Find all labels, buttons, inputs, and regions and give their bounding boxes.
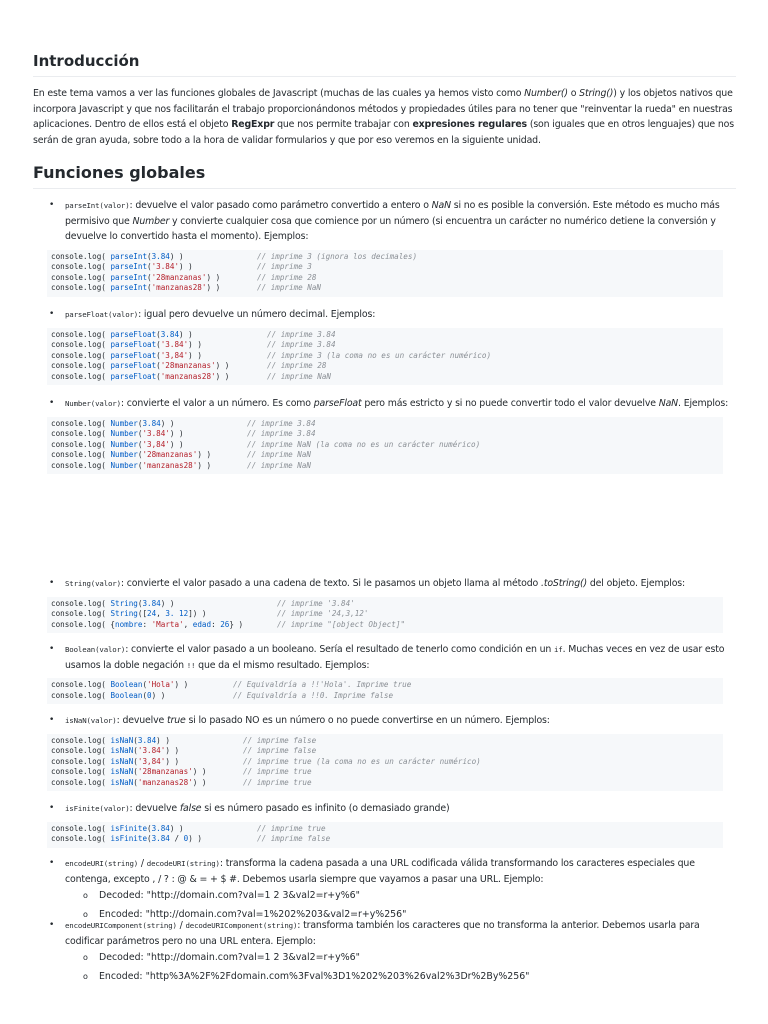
text-run: : transforma la cadena pasada a una URL codificada válida transformando los caracteres especiales que contenga, excepto , / ? : @ & = + $ #. Debemos usarla siempre que vayamos a pasar una URL. Ejemplo: [65, 858, 695, 885]
code-line [51, 351, 719, 362]
code-token: ) ) [169, 429, 184, 439]
section-title-funciones: Funciones globales [33, 163, 736, 189]
code-token: , [156, 609, 166, 619]
emphasis-text: .toString() [540, 578, 588, 589]
sub-list-item [33, 969, 736, 985]
section-title-intro: Introducción [33, 52, 736, 77]
code-token: ) ) [160, 418, 175, 428]
text-run: : convierte el valor pasado a una cadena de texto. Si le pasamos un objeto llama al método [120, 578, 541, 589]
code-token: isNaN [110, 767, 134, 777]
code-token: ( [137, 460, 143, 470]
code-token: String [110, 609, 138, 619]
code-token: ( [133, 756, 138, 766]
code-comment: // imprime '3.84' [277, 598, 355, 608]
bullet-string [33, 576, 736, 592]
code-comment: // imprime NaN [247, 450, 312, 460]
code-token: console.log( [51, 777, 111, 787]
code-token: console.log( [51, 609, 111, 619]
bold-text: RegExpr [231, 119, 275, 130]
text-run: y convierte cualquier cosa que comience por un número (si encuentra un carácter no numérico detiene la conversión y devuelve lo convertido hasta el momento). Ejemplos: [65, 215, 716, 242]
code-line [51, 461, 719, 472]
code-token: '3.84' [142, 429, 170, 439]
code-token: ( [156, 329, 161, 339]
code-block-parseint [47, 250, 723, 297]
text-run: . Ejemplos: [678, 398, 729, 409]
code-line [51, 620, 719, 631]
code-token: '28manzanas' [151, 272, 207, 282]
code-token: console.log( [51, 340, 111, 350]
code-comment: // imprime true [257, 823, 326, 833]
code-line [51, 440, 719, 451]
item-encodeuricomponent [33, 918, 736, 984]
code-token: ) ) [165, 756, 180, 766]
code-block-parsefloat [47, 328, 723, 386]
code-token: Number [110, 418, 138, 428]
bold-text: expresiones regulares [412, 119, 527, 130]
code-token: 24 [147, 609, 157, 619]
text-run: / [138, 858, 147, 869]
bullet-marker: • [49, 309, 55, 319]
bullet-boolean [33, 642, 736, 673]
code-token: '3.84' [137, 746, 166, 756]
code-token: '3.84' [151, 262, 180, 272]
code-token: console.log( [51, 329, 111, 339]
bullet-isfinite [33, 801, 736, 817]
code-line [51, 429, 719, 440]
text-run: del objeto. Ejemplos: [587, 578, 686, 589]
code-token: ) ) [169, 823, 184, 833]
sub-list-item [33, 950, 736, 966]
code-token: parseInt [110, 262, 148, 272]
code-line [51, 834, 719, 845]
code-token: ) ) [151, 690, 166, 700]
intro-paragraph [33, 86, 736, 148]
code-token: 0 [183, 834, 189, 844]
bullet-marker: • [49, 803, 55, 813]
bullet-marker: • [49, 644, 55, 654]
code-token: ) ) [192, 767, 207, 777]
code-comment: // Equivaldría a !!'Hola'. Imprime true [233, 680, 412, 689]
code-line [51, 778, 719, 789]
code-token: : [142, 619, 152, 629]
code-comment: // imprime NaN [257, 283, 322, 293]
code-token: '28manzanas' [137, 767, 193, 777]
bullet-marker: • [49, 715, 55, 725]
sub-bullet-marker: o [83, 891, 88, 900]
code-token: console.log( [51, 756, 111, 766]
code-token: console.log( { [51, 619, 116, 629]
code-token: 'Hola' [147, 680, 175, 689]
code-token: ) ) [197, 450, 212, 460]
code-token: Number [110, 450, 138, 460]
code-token: 3.84 [142, 418, 161, 428]
inline-code: encodeURI(string) [65, 859, 139, 868]
code-comment: // imprime 3 (la coma no es un carácter numérico) [267, 350, 492, 360]
emphasis-text: true [166, 715, 186, 726]
code-token: ) ) [188, 340, 202, 350]
code-token: isNaN [110, 777, 134, 787]
code-token: parseFloat [110, 340, 157, 350]
code-token: ) ) [169, 251, 184, 261]
code-token: 3.84 [160, 329, 180, 339]
code-token: parseFloat [110, 329, 157, 339]
code-token: ) ) [215, 371, 230, 381]
code-token: ( [137, 418, 143, 428]
code-token: , [183, 619, 193, 629]
bullet-isnan [33, 713, 736, 729]
inline-code: decodeURIComponent(string) [185, 921, 298, 930]
code-comment: // imprime false [243, 735, 317, 745]
code-token: ( [133, 767, 138, 777]
code-comment: // imprime 3.84 [247, 418, 316, 428]
code-token: isNaN [110, 756, 134, 766]
bullet-marker: • [49, 858, 55, 868]
code-token: ) ) [174, 680, 189, 689]
emphasis-text: NaN [658, 398, 679, 409]
code-token: ( [137, 450, 143, 460]
bullet-marker: • [49, 398, 55, 408]
item-number [33, 396, 736, 474]
code-token: parseInt [110, 283, 148, 293]
sub-item-text: Encoded: "http%3A%2F%2Fdomain.com%3Fval%3D1%202%203%26val2%3Dr%2By%256" [99, 970, 530, 982]
item-isfinite [33, 801, 736, 848]
inline-code: Number(valor) [65, 399, 121, 408]
sub-bullet-marker: o [83, 953, 88, 962]
code-token: ( [147, 262, 152, 272]
text-run: : igual pero devuelve un número decimal. Ejemplos: [138, 309, 376, 320]
text-run: En este tema vamos a ver las funciones globales de Javascript (muchas de las cuales ya hemos visto como [33, 88, 525, 99]
code-token: console.log( [51, 450, 111, 460]
code-token: ([ [137, 609, 148, 619]
code-token: 3.84 [151, 834, 170, 844]
code-line [51, 609, 719, 620]
code-token: ( [147, 834, 152, 844]
bullet-number [33, 396, 736, 412]
code-token: console.log( [51, 418, 111, 428]
code-token: console.log( [51, 272, 111, 282]
code-comment: // imprime '24,3,12' [277, 609, 369, 619]
code-comment: // imprime false [243, 746, 317, 756]
code-token: console.log( [51, 350, 111, 360]
code-token: parseFloat [110, 371, 157, 381]
code-token: isFinite [110, 823, 148, 833]
code-token: Boolean [110, 690, 143, 700]
code-token: ( [147, 823, 152, 833]
text-run: que da el mismo resultado. Ejemplos: [195, 659, 370, 671]
item-parsefloat [33, 307, 736, 385]
code-token: ( [156, 371, 161, 381]
code-token: ( [147, 251, 152, 261]
code-token: ) ) [188, 350, 202, 360]
code-token: '3.84' [160, 340, 189, 350]
code-token: ) ) [160, 598, 175, 608]
code-token: Number [110, 439, 138, 449]
code-token: ( [133, 735, 138, 745]
emphasis-text: Number [132, 215, 170, 227]
text-run: o [567, 88, 580, 99]
code-token: console.log( [51, 746, 111, 756]
sub-item-text: Decoded: "http://domain.com?val=1 2 3&val2=r+y%6" [99, 952, 360, 963]
bullet-encodeuri [33, 856, 736, 887]
code-token: ( [137, 429, 143, 439]
text-run: . Muchas veces en vez de usar esto usamos la doble negación [65, 644, 725, 671]
code-token: '3,84' [160, 350, 189, 360]
code-token: console.log( [51, 823, 111, 833]
sub-list-item [33, 888, 736, 904]
sub-item-text: Encoded: "http://domain.com?val=1%202%203&val2=r+y%256" [99, 908, 407, 920]
sub-bullet-marker: o [83, 971, 88, 981]
code-token: console.log( [51, 439, 111, 449]
code-token: 'manzanas28' [160, 371, 216, 381]
code-comment: // imprime "[object Object]" [277, 619, 406, 629]
inline-code: parseInt(valor) [65, 201, 130, 210]
code-token: '3,84' [142, 439, 170, 449]
code-block-boolean [47, 678, 723, 704]
code-token: console.log( [51, 735, 111, 745]
code-comment: // imprime 28 [257, 272, 317, 282]
code-token: ( [147, 272, 152, 282]
code-token: / [169, 834, 184, 844]
code-token: 'Marta' [151, 619, 184, 629]
code-line [51, 361, 719, 372]
inline-code: if [554, 645, 563, 654]
code-line [51, 767, 719, 778]
code-token: console.log( [51, 680, 111, 689]
code-token: 3. 12 [165, 609, 189, 619]
code-token: ( [133, 746, 138, 756]
text-run: : convierte el valor a un número. Es como [120, 398, 314, 409]
code-token: console.log( [51, 834, 111, 844]
code-token: } ) [229, 619, 244, 629]
code-token: ( [156, 350, 161, 360]
code-line [51, 273, 719, 284]
emphasis-text: NaN [431, 200, 451, 211]
code-token: ) ) [179, 329, 193, 339]
bullet-marker: • [49, 578, 55, 588]
code-token: console.log( [51, 598, 111, 608]
text-run: / [176, 920, 186, 931]
code-line [51, 599, 719, 610]
code-line [51, 372, 719, 383]
code-line [51, 757, 719, 768]
code-token: ) ) [165, 746, 180, 756]
code-line [51, 736, 719, 747]
item-encodeuri [33, 856, 736, 922]
code-token: isFinite [110, 834, 148, 844]
code-token: parseFloat [110, 361, 157, 371]
code-token: console.log( [51, 429, 111, 439]
code-token: console.log( [51, 460, 111, 470]
code-line [51, 450, 719, 461]
inline-code: parseFloat(valor) [65, 310, 139, 319]
code-token: '28manzanas' [142, 450, 198, 460]
code-token: parseInt [110, 251, 148, 261]
code-token: console.log( [51, 361, 111, 371]
code-comment: // imprime 3 [257, 262, 312, 272]
bullet-marker: • [49, 200, 55, 210]
code-token: console.log( [51, 283, 111, 293]
code-line [51, 680, 719, 691]
code-token: 26 [220, 619, 230, 629]
emphasis-text: false [179, 803, 202, 814]
inline-code: Boolean(valor) [65, 645, 126, 654]
text-run: : devuelve [116, 715, 167, 726]
code-token: ) ) [179, 262, 193, 272]
code-token: ) ) [206, 283, 221, 293]
sub-bullet-marker: o [83, 909, 88, 919]
bullet-parseint [33, 198, 736, 245]
bullet-parsefloat [33, 307, 736, 323]
code-token: ) ) [192, 777, 207, 787]
text-run: que nos permite trabajar con [274, 119, 413, 130]
code-comment: // imprime NaN (la coma no es un carácter numérico) [247, 439, 481, 449]
code-token: ) ) [188, 834, 202, 844]
code-token: : [211, 619, 221, 629]
code-token: 3.84 [137, 735, 157, 745]
code-token: nombre [115, 619, 143, 629]
code-token: '28manzanas' [160, 361, 216, 371]
code-token: ( [142, 690, 148, 700]
code-token: 3.84 [151, 823, 170, 833]
code-token: console.log( [51, 690, 111, 700]
code-token: ) ) [156, 735, 170, 745]
code-comment: // imprime 3 (ignora los decimales) [257, 251, 418, 261]
emphasis-text: Number() [524, 88, 568, 99]
inline-code: encodeURIComponent(string) [65, 921, 177, 930]
text-run: : convierte el valor pasado a un booleano. Sería el resultado de tenerlo como condición en un [125, 644, 554, 655]
code-token: edad [192, 619, 212, 629]
code-token: 3.84 [151, 251, 170, 261]
inline-code: isNaN(valor) [65, 716, 117, 725]
code-token: ( [137, 439, 143, 449]
code-comment: // imprime NaN [247, 460, 312, 470]
code-token: console.log( [51, 262, 111, 272]
text-run: : devuelve el valor pasado como parámetro convertido a entero o [129, 200, 432, 211]
code-token: console.log( [51, 251, 111, 261]
code-token: parseInt [110, 272, 148, 282]
bullet-encodeuricomponent [33, 918, 736, 949]
code-token: String [110, 598, 138, 608]
code-comment: // imprime true [243, 777, 312, 787]
code-line [51, 824, 719, 835]
code-token: '3,84' [137, 756, 166, 766]
code-token: 3.84 [142, 598, 161, 608]
code-token: 'manzanas28' [142, 460, 198, 470]
code-line [51, 419, 719, 430]
code-comment: // imprime NaN [267, 371, 332, 381]
code-token: ( [156, 361, 161, 371]
emphasis-text: parseFloat [313, 398, 362, 409]
bullet-marker: • [49, 920, 55, 930]
code-token: ( [147, 283, 152, 293]
code-line [51, 262, 719, 273]
text-run: pero más estricto y si no puede convertir todo el valor devuelve [361, 398, 659, 409]
code-line [51, 283, 719, 294]
code-token: ( [142, 680, 148, 689]
code-token: ]) ) [188, 609, 207, 619]
code-block-isnan [47, 734, 723, 792]
code-line [51, 330, 719, 341]
code-token: Number [110, 429, 138, 439]
inline-code: decodeURI(string) [146, 859, 220, 868]
code-block-isfinite [47, 822, 723, 848]
code-block-number [47, 417, 723, 475]
code-comment: // imprime 3.84 [267, 340, 336, 350]
code-line [51, 340, 719, 351]
code-comment: // imprime 28 [267, 361, 327, 371]
text-run: si lo pasado NO es un número o no puede convertirse en un número. Ejemplos: [185, 715, 550, 726]
item-isnan [33, 713, 736, 791]
inline-code: String(valor) [65, 579, 121, 588]
code-comment: // imprime false [257, 834, 331, 844]
text-run: si no es posible la conversión. Este método es mucho más permisivo que [65, 200, 720, 227]
code-token: ) ) [215, 361, 230, 371]
code-token: ( [133, 777, 138, 787]
text-run: ) y los objetos nativos que incorpora Javascript y que nos facilitarán el trabajo proporcionándonos métodos y propiedades útiles para no tener que "reinventar la rueda" en nuestras aplicaciones. Dentro de ellos está el objeto [33, 88, 733, 130]
code-token: ( [156, 340, 161, 350]
code-token: 'manzanas28' [137, 777, 193, 787]
emphasis-text: String() [579, 88, 614, 99]
code-token: ( [137, 598, 143, 608]
code-token: isNaN [110, 735, 134, 745]
code-line [51, 691, 719, 702]
code-token: ) ) [206, 272, 221, 282]
code-token: Boolean [110, 680, 143, 689]
code-token: ) ) [197, 460, 212, 470]
sub-item-text: Decoded: "http://domain.com?val=1 2 3&val2=r+y%6" [99, 890, 360, 901]
code-comment: // imprime 3.84 [247, 429, 316, 439]
code-comment: // imprime 3.84 [267, 329, 336, 339]
text-run: : transforma también los caracteres que no transforma la anterior. Debemos usarla para codificar parámetros pero no una URL entera. Ejemplo: [65, 920, 700, 947]
code-token: console.log( [51, 767, 111, 777]
code-token: 0 [147, 690, 152, 700]
code-line [51, 252, 719, 263]
code-line [51, 746, 719, 757]
code-comment: // imprime true [243, 767, 312, 777]
inline-code: isFinite(valor) [65, 804, 130, 813]
code-token: Number [110, 460, 138, 470]
text-run: (son iguales que en otros lenguajes) que nos serán de gran ayuda, sobre todo a la hora de validar formularios y que por eso veremos en la siguiente unidad. [33, 119, 734, 146]
text-run: si es número pasado es infinito (o demasiado grande) [201, 803, 450, 814]
code-token: isNaN [110, 746, 134, 756]
item-boolean [33, 642, 736, 704]
code-comment: // Equivaldría a !!0. Imprime false [233, 690, 394, 700]
inline-code: !! [186, 660, 196, 670]
code-token: 'manzanas28' [151, 283, 207, 293]
code-token: console.log( [51, 371, 111, 381]
text-run: : devuelve [129, 803, 180, 814]
code-token: parseFloat [110, 350, 157, 360]
code-block-string [47, 597, 723, 634]
item-string [33, 576, 736, 633]
code-comment: // imprime true (la coma no es un carácter numérico) [243, 756, 481, 766]
item-parseint [33, 198, 736, 297]
code-token: ) ) [169, 439, 184, 449]
